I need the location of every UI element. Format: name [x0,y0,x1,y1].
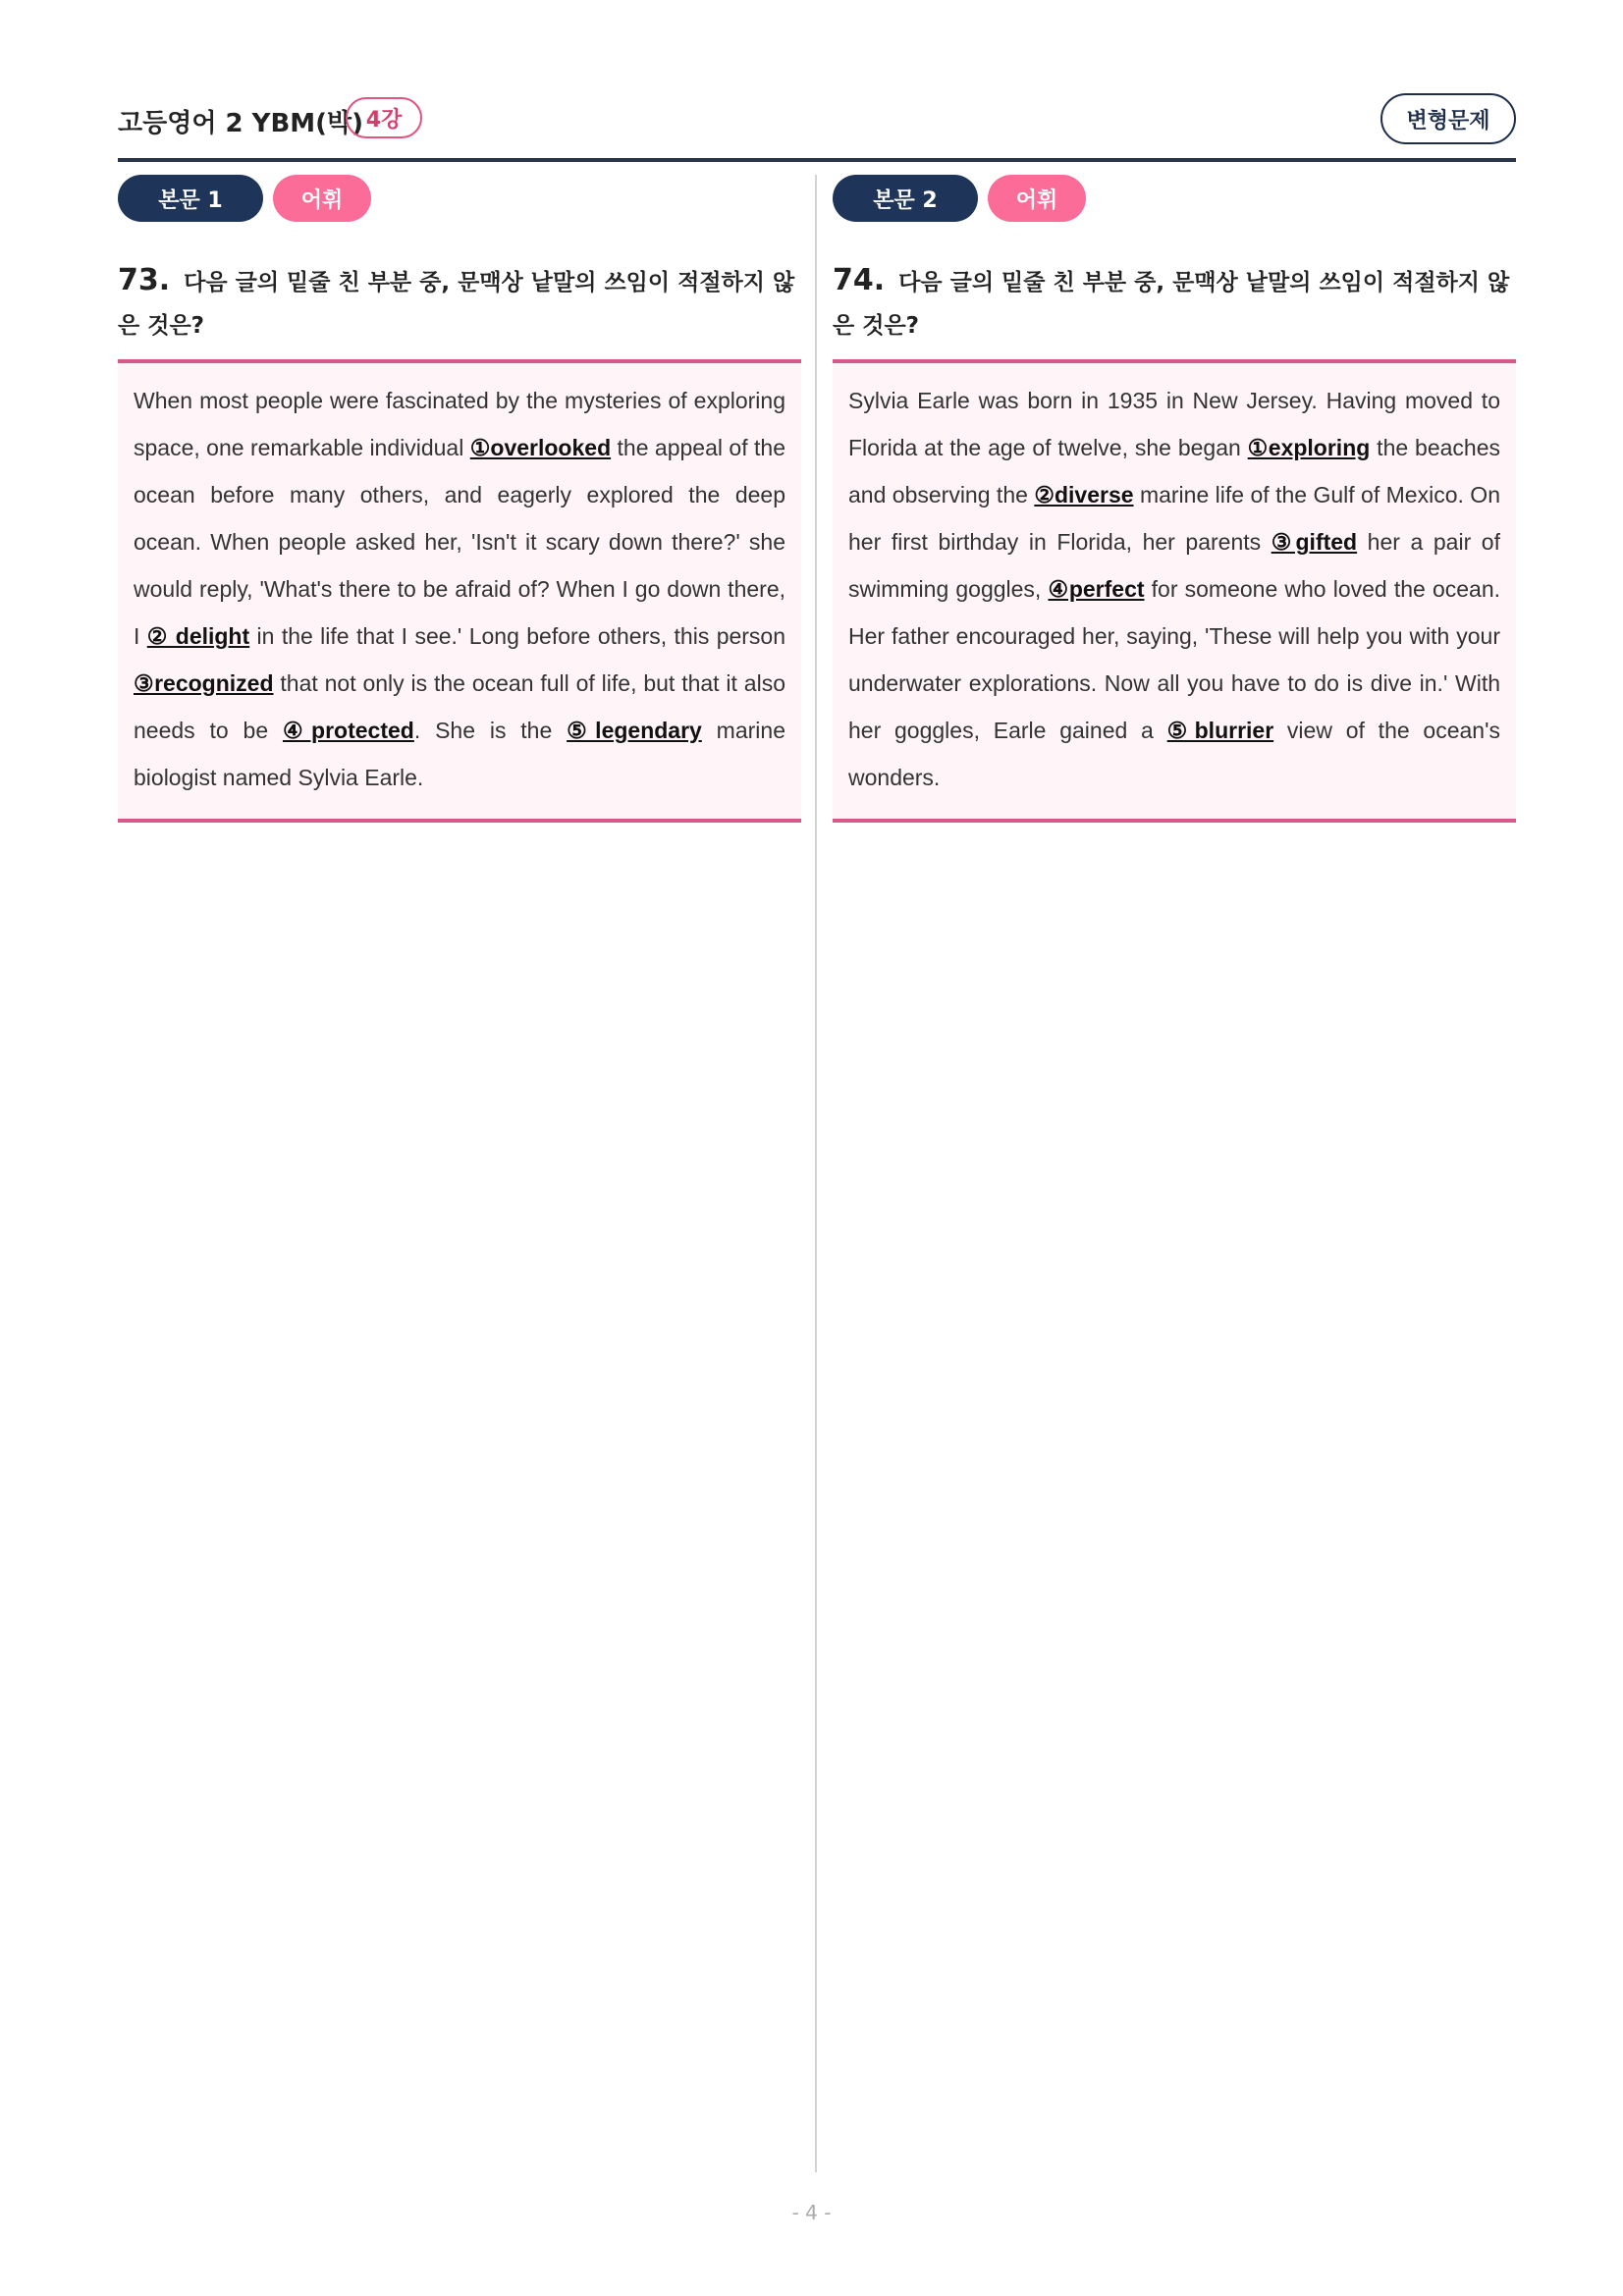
passage-text: . She is the [413,718,568,743]
underlined-word: ⑤legendary [567,718,702,743]
underlined-word: ①overlooked [469,435,612,460]
page-number: - 4 - [791,2201,832,2224]
passage-text: Sylvia Earle was born in 1935 in New Jersey. Having moved to Florida at the age of twelve, she began [848,388,1500,460]
page-header [118,93,1516,162]
column-divider [815,175,817,1191]
category-pill: 어휘 [273,175,371,222]
question [833,259,1516,363]
section-pills [118,175,801,224]
passage-text: for someone who loved the ocean. Her father encouraged her, saying, 'These will help you with your underwater explorations. Now all you have to do is dive in.' With her goggles, Earle gained a [848,576,1501,743]
passage-text: view of the ocean's wonders. [848,718,1500,790]
question-number: 73. [118,263,171,297]
question-text: 다음 글의 밑줄 친 부분 중, 문맥상 낱말의 쓰임이 적절하지 않은 것은? [118,270,795,339]
passage-text: that not only is the ocean full of life, but that it also needs to be [134,670,785,743]
question-number: 74. [833,263,886,297]
question-text: 다음 글의 밑줄 친 부분 중, 문맥상 낱말의 쓰임이 적절하지 않은 것은? [833,270,1510,339]
passage-text: the beaches and observing the [848,435,1500,507]
underlined-word: ④perfect [1048,576,1145,602]
passage-text: in the life that I see.' Long before others, this person [249,623,786,649]
passage-box [833,363,1516,823]
section-pill: 본문 2 [833,175,978,222]
document-title: 고등영어 2 YBM(박) [118,109,364,138]
underlined-word: ⑤blurrier [1166,718,1274,743]
underlined-word: ①exploring [1247,435,1371,460]
column-divider-lower [815,1191,817,2172]
passage-box [118,363,801,823]
column-left [118,175,801,823]
category-pill: 어휘 [988,175,1086,222]
underlined-word: ②diverse [1034,482,1134,507]
question-type-badge: 변형문제 [1380,93,1516,144]
question [118,259,801,363]
underlined-word: ③gifted [1271,529,1358,555]
passage-text: marine biologist named Sylvia Earle. [134,718,785,790]
section-pills [833,175,1516,224]
section-pill: 본문 1 [118,175,263,222]
passage-text: marine life of the Gulf of Mexico. On her first birthday in Florida, her parents [848,482,1500,555]
passage-text: When most people were fascinated by the mysteries of exploring space, one remarkable individual [134,388,785,460]
column-right [833,175,1516,823]
underlined-word: ② delight [146,623,250,649]
lesson-badge: 4강 [346,97,422,138]
passage-text: her a pair of swimming goggles, [848,529,1500,602]
underlined-word: ③recognized [134,670,274,696]
underlined-word: ④protected [282,718,414,743]
passage-text: the appeal of the ocean before many others, and eagerly explored the deep ocean. When people asked her, 'Isn't it scary down there?' she would reply, 'What's there to be afraid of? When I go down there, I [134,435,785,649]
